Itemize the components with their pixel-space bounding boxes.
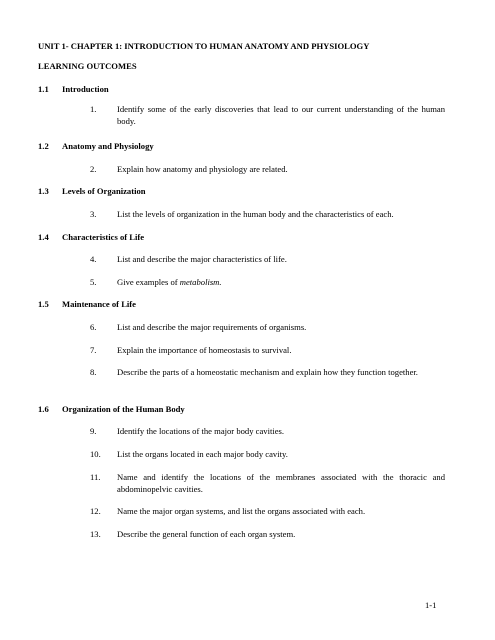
objective-text: Identify the locations of the major body cavities. bbox=[117, 426, 285, 436]
objective-number: 3. bbox=[90, 209, 97, 219]
objective-number: 12. bbox=[90, 506, 101, 516]
objective-number: 5. bbox=[90, 277, 97, 287]
section-title: Organization of the Human Body bbox=[62, 404, 185, 414]
section-number: 1.4 bbox=[38, 232, 49, 242]
objective-text: Name and identify the locations of the membranes associated with the thoracic and abdominopelvic cavities. bbox=[117, 472, 445, 494]
section-title: Introduction bbox=[62, 84, 109, 94]
objective-text: List the organs located in each major body cavity. bbox=[117, 449, 288, 459]
objective-text: Describe the parts of a homeostatic mechanism and explain how they function together. bbox=[117, 367, 418, 377]
objective-number: 6. bbox=[90, 322, 97, 332]
objective-text: Explain the importance of homeostasis to survival. bbox=[117, 345, 292, 355]
objective-number: 13. bbox=[90, 529, 101, 539]
objective-number: 9. bbox=[90, 426, 97, 436]
objective-text bbox=[117, 277, 445, 289]
objective-number: 4. bbox=[90, 254, 97, 264]
section-number: 1.3 bbox=[38, 186, 49, 196]
objective-number: 1. bbox=[90, 104, 97, 114]
section-number: 1.5 bbox=[38, 299, 49, 309]
section-number: 1.6 bbox=[38, 404, 49, 414]
objective-text-plain: Give examples of bbox=[117, 277, 180, 287]
objective-text: Identify some of the early discoveries that lead to our current understanding of the human body. bbox=[117, 104, 445, 126]
section-number: 1.2 bbox=[38, 141, 49, 151]
section-title: Characteristics of Life bbox=[62, 232, 145, 242]
objective-number: 10. bbox=[90, 449, 101, 459]
section-number: 1.1 bbox=[38, 84, 49, 94]
page-number: 1-1 bbox=[425, 600, 437, 610]
page-title: UNIT 1- CHAPTER 1: INTRODUCTION TO HUMAN ANATOMY AND PHYSIOLOGY bbox=[38, 41, 370, 51]
objective-text: Describe the general function of each organ system. bbox=[117, 529, 296, 539]
section-title: Levels of Organization bbox=[62, 186, 146, 196]
section-title: Anatomy and Physiology bbox=[62, 141, 154, 151]
objective-number: 7. bbox=[90, 345, 97, 355]
objective-text: Name the major organ systems, and list the organs associated with each. bbox=[117, 506, 366, 516]
objective-number: 11. bbox=[90, 472, 101, 482]
objective-text: List the levels of organization in the human body and the characteristics of each. bbox=[117, 209, 394, 219]
objective-number: 2. bbox=[90, 164, 97, 174]
objective-text: List and describe the major characteristics of life. bbox=[117, 254, 287, 264]
objective-text: Explain how anatomy and physiology are related. bbox=[117, 164, 288, 174]
objective-text-italic: metabolism. bbox=[179, 277, 222, 287]
objective-number: 8. bbox=[90, 367, 97, 377]
section-title: Maintenance of Life bbox=[62, 299, 136, 309]
page-subtitle: LEARNING OUTCOMES bbox=[38, 61, 137, 71]
objective-text: List and describe the major requirements of organisms. bbox=[117, 322, 307, 332]
